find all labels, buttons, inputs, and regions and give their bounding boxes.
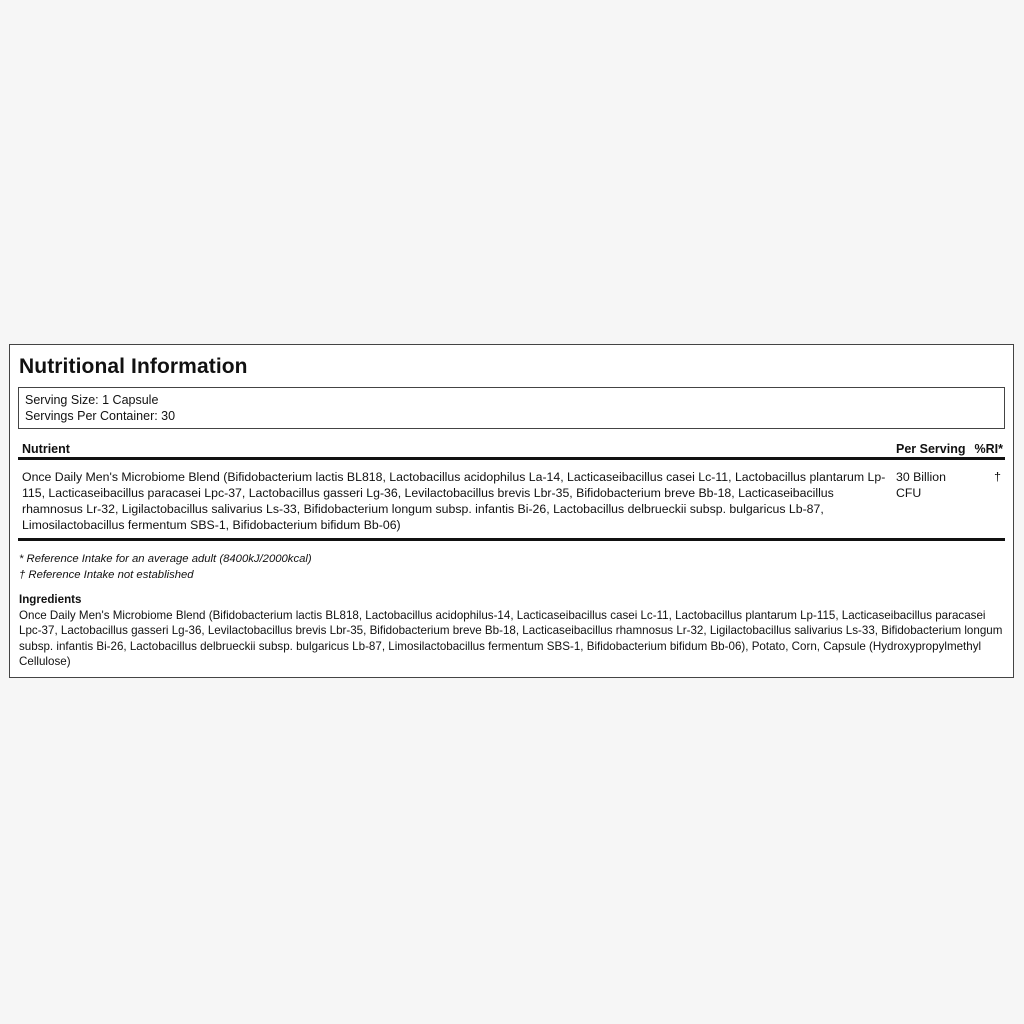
ri-value: † <box>994 470 1001 484</box>
nutrient-table <box>18 438 1005 541</box>
ingredients-text: Once Daily Men's Microbiome Blend (Bifidobacterium lactis BL818, Lactobacillus acidophilus-14, Lacticaseibacillus casei Lc-11, Lactobacillus plantarum Lp-115, Lacticaseibacillus paracasei Lpc-37, Lactobacillus gasseri Lg-36, Levilactobacillus brevis Lbr-35, Bifidobacterium breve Bb-18, Lacticaseibacillus rhamnosus Lr-32, Ligilactobacillus salivarius Ls-33, Bifidobacterium longum subsp. infantis Bi-26, Lactobacillus delbrueckii subsp. bulgaricus Lb-87, Limosilactobacillus fermentum SBS-1, Bifidobacterium bifidum Bb-06), Potato, Corn, Capsule (Hydroxypropylmethyl Cellulose) <box>19 608 1003 669</box>
footnotes <box>19 551 312 583</box>
serving-info-box <box>18 387 1005 429</box>
header-per-serving: Per Serving <box>896 442 966 456</box>
per-serving-value: 30 Billion CFU <box>896 470 946 500</box>
header-nutrient: Nutrient <box>22 442 70 456</box>
header-ri: %RI* <box>974 442 1003 456</box>
nutrition-panel <box>9 344 1014 678</box>
ingredients-section <box>19 592 1004 670</box>
table-row <box>18 460 1005 541</box>
serving-size: Serving Size: 1 Capsule <box>25 393 159 407</box>
footnote-reference-intake: * Reference Intake for an average adult (8400kJ/2000kcal) <box>19 553 312 565</box>
table-header <box>18 438 1005 460</box>
servings-per-container: Servings Per Container: 30 <box>25 409 176 423</box>
footnote-not-established: † Reference Intake not established <box>19 569 194 581</box>
panel-title: Nutritional Information <box>19 355 248 378</box>
nutrient-name: Once Daily Men's Microbiome Blend (Bifidobacterium lactis BL818, Lactobacillus acidophilus La-14, Lacticaseibacillus casei Lc-11, Lactobacillus plantarum Lp-115, Lacticaseibacillus paracasei Lpc-37, Lactobacillus gasseri Lg-36, Levilactobacillus brevis Lbr-35, Bifidobacterium breve Bb-18, Lacticaseibacillus rhamnosus Lr-32, Ligilactobacillus salivarius Ls-33, Bifidobacterium longum subsp. infantis Bi-26, Lactobacillus delbrueckii subsp. bulgaricus Lb-87, Limosilactobacillus fermentum SBS-1, Bifidobacterium bifidum Bb-06) <box>22 470 886 532</box>
ingredients-heading: Ingredients <box>19 593 82 606</box>
